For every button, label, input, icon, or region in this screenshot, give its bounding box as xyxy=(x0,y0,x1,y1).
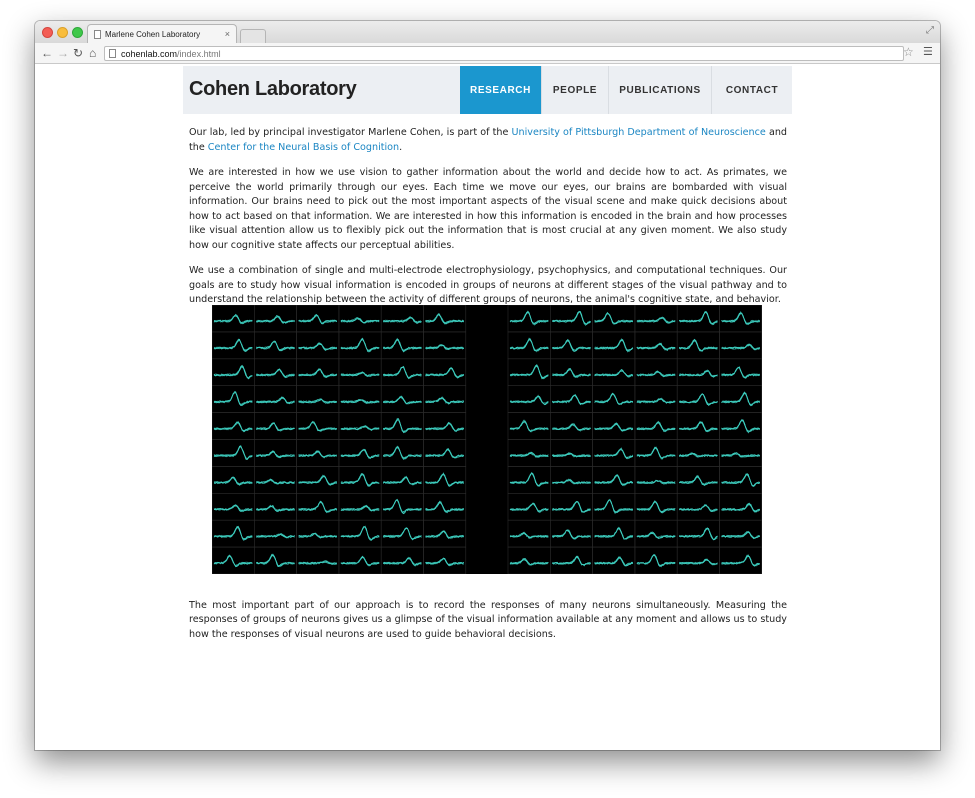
url-host: cohenlab.com xyxy=(121,48,178,59)
electrode-cell xyxy=(550,547,592,574)
electrode-cell xyxy=(593,359,635,386)
electrode-cell xyxy=(720,493,762,520)
waveform-trace xyxy=(383,558,421,566)
research-content xyxy=(189,126,787,319)
waveform-trace xyxy=(299,344,337,350)
intro-paragraph: Our lab, led by principal investigator Marlene Cohen, is part of the University of Pittsburgh Department of Neuroscience and the Center for the Neural Basis of Cognition. xyxy=(189,127,787,153)
waveform-trace xyxy=(552,530,590,538)
waveform-trace xyxy=(256,341,294,351)
electrode-cell xyxy=(677,520,719,547)
fullscreen-icon[interactable]: ⤢ xyxy=(926,25,934,36)
electrode-cell xyxy=(381,547,423,574)
waveform-trace xyxy=(383,500,421,513)
electrode-cell xyxy=(720,332,762,359)
site-title[interactable]: Cohen Laboratory xyxy=(189,78,357,100)
waveform-trace xyxy=(510,339,548,351)
home-icon[interactable]: ⌂ xyxy=(89,46,97,60)
main-nav xyxy=(460,66,792,114)
waveform-trace xyxy=(341,527,379,540)
electrode-cell xyxy=(212,386,254,413)
waveform-trace xyxy=(214,446,252,459)
electrode-cell xyxy=(508,386,550,413)
electrode-cell xyxy=(508,466,550,493)
waveform-trace xyxy=(595,394,633,405)
electrode-cell xyxy=(424,413,466,440)
electrode-cell xyxy=(424,332,466,359)
electrode-cell xyxy=(381,440,423,467)
waveform-trace xyxy=(426,368,464,377)
link-cnbc[interactable]: Center for the Neural Basis of Cognition xyxy=(207,141,400,153)
electrode-cell xyxy=(677,493,719,520)
tab-title: Marlene Cohen Laboratory xyxy=(105,29,201,39)
nav-publications[interactable]: PUBLICATIONS xyxy=(608,66,711,114)
waveform-trace xyxy=(214,556,252,567)
waveform-trace xyxy=(722,367,760,378)
link-pitt-neuroscience[interactable]: University of Pittsburgh Department of Neuroscience xyxy=(511,127,766,138)
waveform-trace xyxy=(679,422,717,432)
minimize-window-button[interactable] xyxy=(57,27,68,38)
electrode-cell xyxy=(424,493,466,520)
waveform-trace xyxy=(722,367,760,378)
electrode-cell xyxy=(254,332,296,359)
electrode-cell xyxy=(677,305,719,332)
bookmark-star-icon[interactable]: ☆ xyxy=(903,45,914,59)
electrode-cell xyxy=(508,547,550,574)
electrode-cell xyxy=(635,440,677,467)
electrode-cell xyxy=(550,305,592,332)
electrode-cell xyxy=(254,493,296,520)
electrode-cell xyxy=(297,413,339,440)
approach-paragraph: The most important part of our approach is to record the responses of many neurons simultaneously. Measuring the responses of groups of neurons gives us a glimpse of the visual information available at any moment and allows us to study how the responses of visual neurons are used to guide behavioral decisions. xyxy=(189,599,787,640)
waveform-trace xyxy=(637,501,675,513)
waveform-trace xyxy=(722,419,760,432)
waveform-trace xyxy=(383,368,421,379)
back-icon[interactable]: ← xyxy=(41,46,53,60)
waveform-trace xyxy=(341,526,379,539)
site-header xyxy=(183,66,792,114)
electrode-cell xyxy=(381,332,423,359)
waveform-trace xyxy=(722,473,760,485)
waveform-trace xyxy=(510,532,548,538)
waveform-trace xyxy=(383,500,421,513)
waveform-trace xyxy=(214,446,252,458)
electrode-cell xyxy=(508,413,550,440)
electrode-cell xyxy=(720,520,762,547)
electrode-cell xyxy=(254,440,296,467)
waveform-trace xyxy=(214,447,252,460)
waveform-trace xyxy=(426,368,464,377)
web-page xyxy=(35,64,940,750)
waveform-trace xyxy=(214,314,252,323)
waveform-trace xyxy=(426,368,464,378)
electrode-cell xyxy=(508,359,550,386)
waveform-trace xyxy=(722,313,760,324)
waveform-trace xyxy=(722,556,760,566)
electrode-cell xyxy=(381,386,423,413)
waveform-trace xyxy=(510,365,548,378)
url-path: /index.html xyxy=(177,48,221,59)
waveform-trace xyxy=(510,311,548,325)
waveform-trace xyxy=(552,370,590,378)
waveform-trace xyxy=(722,474,760,486)
electrode-cell xyxy=(635,547,677,574)
electrode-cell xyxy=(212,359,254,386)
electrode-cell xyxy=(297,440,339,467)
waveform-trace xyxy=(595,500,633,514)
electrode-cell xyxy=(550,493,592,520)
electrode-cell xyxy=(297,466,339,493)
reload-icon[interactable]: ↻ xyxy=(73,46,84,60)
waveform-trace xyxy=(679,312,717,325)
electrode-cell xyxy=(677,359,719,386)
waveform-trace xyxy=(426,450,464,458)
waveform-trace xyxy=(510,473,548,486)
electrode-cell xyxy=(339,332,381,359)
waveform-trace xyxy=(510,532,548,538)
electrode-cell xyxy=(635,305,677,332)
electrode-cell xyxy=(212,305,254,332)
waveform-trace xyxy=(722,313,760,324)
electrode-cell xyxy=(424,547,466,574)
electrode-cell xyxy=(677,466,719,493)
waveform-trace xyxy=(679,311,717,323)
waveform-trace xyxy=(299,561,337,565)
waveform-trace xyxy=(383,367,421,378)
waveform-trace xyxy=(595,314,633,324)
electrode-cell xyxy=(677,332,719,359)
waveform-trace xyxy=(679,312,717,324)
waveform-trace xyxy=(637,502,675,513)
waveform-trace xyxy=(383,367,421,379)
waveform-trace xyxy=(426,423,464,432)
electrode-cell xyxy=(635,493,677,520)
browser-window xyxy=(35,21,940,750)
browser-tab[interactable] xyxy=(87,24,237,43)
waveform-trace xyxy=(637,448,675,458)
waveform-trace xyxy=(256,423,294,431)
electrode-cell xyxy=(339,466,381,493)
waveform-trace xyxy=(552,501,590,512)
electrode-cell xyxy=(424,359,466,386)
electrode-cell xyxy=(635,413,677,440)
waveform-trace xyxy=(256,342,294,351)
waveform-trace xyxy=(595,557,633,566)
electrode-cell xyxy=(593,520,635,547)
electrode-cell xyxy=(254,520,296,547)
waveform-trace xyxy=(595,339,633,352)
waveform-trace xyxy=(256,397,294,403)
electrode-cell xyxy=(677,440,719,467)
waveform-trace xyxy=(341,339,379,352)
maximize-window-button[interactable] xyxy=(72,27,83,38)
electrode-waveform-figure xyxy=(212,305,762,574)
electrode-cell xyxy=(550,359,592,386)
electrode-cell xyxy=(297,520,339,547)
nav-research[interactable]: RESEARCH xyxy=(460,66,541,114)
menu-icon[interactable]: ☰ xyxy=(923,46,933,58)
waveform-trace xyxy=(426,314,464,324)
waveform-trace xyxy=(722,474,760,486)
electrode-cell xyxy=(424,466,466,493)
nav-people[interactable]: PEOPLE xyxy=(541,66,608,114)
waveform-trace xyxy=(214,478,252,485)
waveform-trace xyxy=(256,554,294,566)
waveform-trace xyxy=(679,422,717,432)
electrode-cell xyxy=(381,305,423,332)
electrode-cell xyxy=(635,520,677,547)
waveform-trace xyxy=(679,528,717,540)
waveform-trace xyxy=(256,369,294,377)
electrode-cell xyxy=(635,386,677,413)
electrode-cell xyxy=(720,440,762,467)
waveform-trace xyxy=(383,447,421,460)
waveform-trace xyxy=(299,422,337,431)
new-tab-button[interactable] xyxy=(240,29,266,43)
waveform-trace xyxy=(679,422,717,432)
waveform-trace xyxy=(256,556,294,567)
waveform-trace xyxy=(595,558,633,567)
electrode-cell xyxy=(254,386,296,413)
electrode-cell xyxy=(508,332,550,359)
forward-icon[interactable]: → xyxy=(57,46,69,60)
electrode-cell xyxy=(381,413,423,440)
electrode-cell xyxy=(339,493,381,520)
page-icon xyxy=(94,30,101,39)
title-bar xyxy=(35,21,940,43)
methods-paragraph: We use a combination of single and multi-electrode electrophysiology, psychophysics, and computational techniques. Our goals are to study how visual information is encoded in groups of neurons at different stages of the visual pathway and to understand the relationship between the activity of different groups of neurons, the animal's cognitive state, and behavior. xyxy=(189,265,787,305)
waveform-trace xyxy=(214,366,252,379)
waveform-trace xyxy=(214,340,252,352)
waveform-trace xyxy=(637,555,675,566)
waveform-trace xyxy=(510,340,548,351)
waveform-trace xyxy=(510,395,548,404)
waveform-trace xyxy=(722,367,760,378)
electrode-cell xyxy=(550,520,592,547)
electrode-cell xyxy=(550,440,592,467)
waveform-trace xyxy=(383,368,421,379)
waveform-trace xyxy=(510,339,548,352)
waveform-trace xyxy=(510,366,548,378)
waveform-trace xyxy=(341,474,379,486)
waveform-trace xyxy=(214,477,252,485)
waveform-trace xyxy=(679,371,717,376)
electrode-cell xyxy=(212,332,254,359)
electrode-cell xyxy=(381,493,423,520)
waveform-trace xyxy=(722,313,760,324)
waveform-trace xyxy=(679,312,717,323)
electrode-cell xyxy=(381,359,423,386)
electrode-cell xyxy=(593,332,635,359)
waveform-trace xyxy=(679,340,717,352)
electrode-cell xyxy=(508,305,550,332)
electrode-cell xyxy=(593,305,635,332)
close-window-button[interactable] xyxy=(42,27,53,38)
waveform-trace xyxy=(214,478,252,485)
waveform-trace xyxy=(214,340,252,350)
waveform-trace xyxy=(256,423,294,431)
electrode-cell xyxy=(593,440,635,467)
waveform-trace xyxy=(214,393,252,406)
electrode-cell xyxy=(720,359,762,386)
electrode-cell xyxy=(720,413,762,440)
waveform-trace xyxy=(637,422,675,432)
interests-paragraph: We are interested in how we use vision to gather information about the world and decide how to act. As primates, we perceive the world primarily through our eyes. Each time we move our eyes, our brains are bombarded with visual information. Our brains need to pick out the most important aspects of the visual scene and make quick decisions about how to act based on that information. We are interested in how this information is encoded in the brain and how processes like visual attention allow us to flexibly pick out the information that is most crucial at any given moment. We also study how our cognitive state affects our perceptual abilities. xyxy=(189,167,787,251)
electrode-cell xyxy=(339,413,381,440)
electrode-cell xyxy=(720,466,762,493)
browser-toolbar xyxy=(35,43,940,64)
waveform-trace xyxy=(383,418,421,432)
electrode-cell xyxy=(424,520,466,547)
address-bar[interactable] xyxy=(104,46,904,61)
waveform-trace xyxy=(426,368,464,377)
electrode-cell xyxy=(297,359,339,386)
waveform-trace xyxy=(552,530,590,539)
waveform-trace xyxy=(214,315,252,324)
waveform-trace xyxy=(383,340,421,352)
waveform-trace xyxy=(510,396,548,404)
electrode-cell xyxy=(720,547,762,574)
waveform-trace xyxy=(595,450,633,458)
page-icon xyxy=(109,49,116,58)
electrode-cell xyxy=(297,547,339,574)
electrode-cell xyxy=(550,332,592,359)
waveform-trace xyxy=(383,500,421,512)
waveform-trace xyxy=(214,446,252,459)
electrode-cell xyxy=(212,466,254,493)
electrode-cell xyxy=(254,466,296,493)
waveform-trace xyxy=(722,392,760,406)
waveform-trace xyxy=(383,366,421,378)
waveform-trace xyxy=(510,532,548,538)
electrode-cell xyxy=(593,386,635,413)
waveform-trace xyxy=(595,448,633,458)
waveform-trace xyxy=(510,365,548,379)
electrode-cell xyxy=(593,547,635,574)
waveform-trace xyxy=(595,450,633,459)
waveform-trace xyxy=(299,369,337,378)
electrode-cell xyxy=(424,305,466,332)
waveform-trace xyxy=(637,502,675,513)
electrode-cell xyxy=(508,520,550,547)
nav-contact[interactable]: CONTACT xyxy=(711,66,792,114)
waveform-trace xyxy=(552,557,590,566)
close-tab-icon[interactable]: × xyxy=(224,29,230,39)
waveform-trace xyxy=(299,369,337,377)
electrode-cell xyxy=(297,305,339,332)
electrode-cell xyxy=(720,305,762,332)
waveform-trace xyxy=(383,528,421,539)
electrode-cell xyxy=(677,547,719,574)
electrode-cell xyxy=(593,493,635,520)
waveform-trace xyxy=(679,477,717,485)
electrode-cell xyxy=(212,440,254,467)
